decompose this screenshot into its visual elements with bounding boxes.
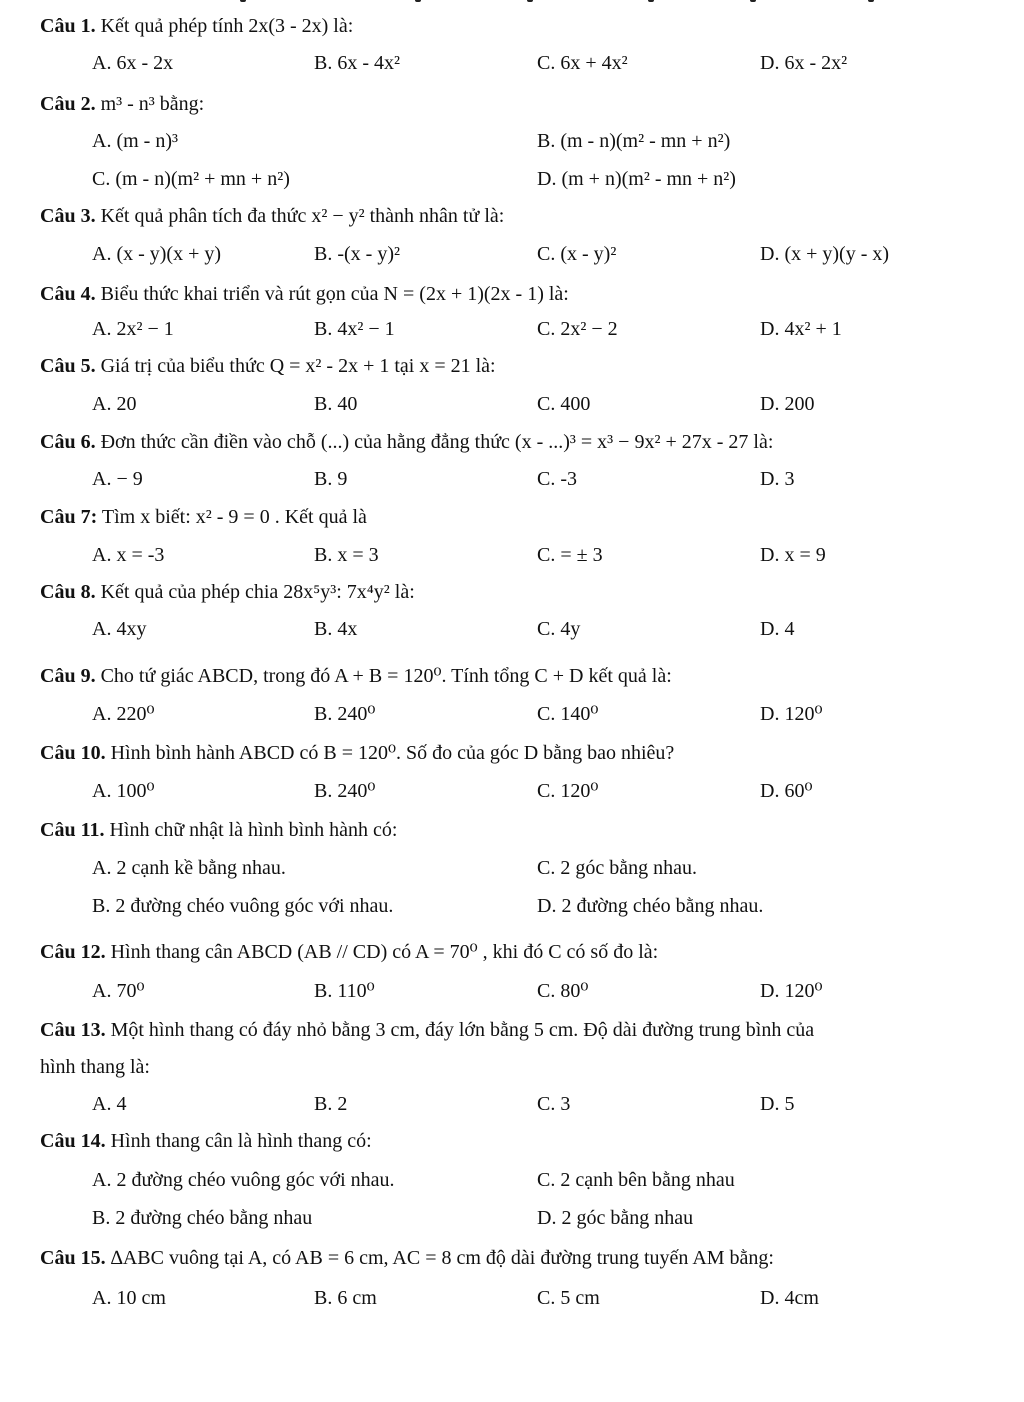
option-d[interactable]: D. 4cm	[760, 1287, 819, 1309]
question-1	[40, 14, 353, 38]
question-stem: Giá trị của biểu thức Q = x² - 2x + 1 tại x = 21 là:	[100, 355, 496, 377]
question-stem: ∆ABC vuông tại A, có AB = 6 cm, AC = 8 cm độ dài đường trung tuyến AM bằng:	[110, 1247, 774, 1269]
option-d[interactable]: D. 60⁰	[760, 780, 813, 802]
option-d[interactable]: D. 6x - 2x²	[760, 52, 848, 74]
option-a[interactable]: A. (m - n)³	[92, 130, 178, 152]
question-label: Câu 1.	[40, 15, 96, 37]
question-label: Câu 14.	[40, 1130, 106, 1152]
option-c[interactable]: C. 2 góc bằng nhau.	[537, 857, 697, 879]
question-9	[40, 664, 672, 688]
question-stem: Cho tứ giác ABCD, trong đó A + B = 120⁰. Tính tổng C + D kết quả là:	[100, 665, 672, 687]
option-a[interactable]: A. 2 cạnh kề bằng nhau.	[92, 857, 286, 879]
question-label: Câu 12.	[40, 941, 106, 963]
question-label: Câu 5.	[40, 355, 96, 377]
option-d[interactable]: D. 4x² + 1	[760, 318, 842, 340]
option-b[interactable]: B. 9	[314, 468, 348, 490]
question-7	[40, 505, 367, 529]
option-b[interactable]: B. 4x	[314, 618, 358, 640]
options-row	[0, 702, 1024, 726]
question-3	[40, 204, 504, 228]
option-b[interactable]: B. 4x² − 1	[314, 318, 395, 340]
option-a[interactable]: A. 2 đường chéo vuông góc với nhau.	[92, 1169, 395, 1191]
options-row	[0, 1206, 1024, 1230]
option-b[interactable]: B. 240⁰	[314, 703, 376, 725]
option-a[interactable]: A. 100⁰	[92, 780, 155, 802]
options-row	[0, 51, 1024, 75]
question-label: Câu 6.	[40, 431, 96, 453]
option-a[interactable]: A. 220⁰	[92, 703, 155, 725]
question-stem: Đơn thức cần điền vào chỗ (...) của hằng đẳng thức (x - ...)³ = x³ − 9x² + 27x - 27 là:	[100, 431, 774, 453]
option-d[interactable]: D. 120⁰	[760, 980, 823, 1002]
option-c[interactable]: C. (x - y)²	[537, 243, 617, 265]
options-row	[0, 1092, 1024, 1116]
option-b[interactable]: B. 2 đường chéo vuông góc với nhau.	[92, 895, 394, 917]
option-a[interactable]: A. 2x² − 1	[92, 318, 174, 340]
question-2	[40, 92, 204, 116]
question-label: Câu 8.	[40, 581, 96, 603]
question-stem: m³ - n³ bằng:	[100, 93, 205, 115]
option-c[interactable]: C. (m - n)(m² + mn + n²)	[92, 168, 290, 190]
option-b[interactable]: B. 40	[314, 393, 358, 415]
option-c[interactable]: C. 4y	[537, 618, 581, 640]
options-row	[0, 129, 1024, 153]
option-b[interactable]: B. 6x - 4x²	[314, 52, 400, 74]
question-stem: Kết quả phân tích đa thức x² − y² thành nhân tử là:	[100, 205, 505, 227]
option-a[interactable]: A. 10 cm	[92, 1287, 166, 1309]
question-stem-continued: hình thang là:	[40, 1056, 150, 1078]
question-label: Câu 2.	[40, 93, 96, 115]
option-b[interactable]: B. 110⁰	[314, 980, 375, 1002]
question-14	[40, 1129, 372, 1153]
question-10	[40, 741, 674, 765]
question-stem: Biểu thức khai triển và rút gọn của N = (2x + 1)(2x - 1) là:	[100, 283, 569, 305]
option-c[interactable]: C. = ± 3	[537, 544, 603, 566]
option-c[interactable]: C. 400	[537, 393, 591, 415]
question-stem: Một hình thang có đáy nhỏ bằng 3 cm, đáy lớn bằng 5 cm. Độ dài đường trung bình của	[110, 1019, 815, 1041]
option-d[interactable]: D. 2 đường chéo bằng nhau.	[537, 895, 764, 917]
options-row	[0, 392, 1024, 416]
options-row	[0, 894, 1024, 918]
option-d[interactable]: D. (m + n)(m² - mn + n²)	[537, 168, 736, 190]
question-label: Câu 11.	[40, 819, 105, 841]
question-label: Câu 13.	[40, 1019, 106, 1041]
question-label: Câu 7:	[40, 506, 98, 528]
option-c[interactable]: C. 2 cạnh bên bằng nhau	[537, 1169, 735, 1191]
option-c[interactable]: C. 120⁰	[537, 780, 599, 802]
options-row	[0, 1168, 1024, 1192]
question-6	[40, 430, 773, 454]
option-a[interactable]: A. − 9	[92, 468, 143, 490]
question-stem: Kết quả phép tính 2x(3 - 2x) là:	[100, 15, 354, 37]
option-a[interactable]: A. (x - y)(x + y)	[92, 243, 222, 265]
option-c[interactable]: C. -3	[537, 468, 577, 490]
option-b[interactable]: B. 2 đường chéo bằng nhau	[92, 1207, 313, 1229]
option-b[interactable]: B. 2	[314, 1093, 348, 1115]
options-row	[0, 979, 1024, 1003]
option-d[interactable]: D. 200	[760, 393, 815, 415]
option-d[interactable]: D. 4	[760, 618, 795, 640]
option-c[interactable]: C. 80⁰	[537, 980, 589, 1002]
option-a[interactable]: A. 70⁰	[92, 980, 145, 1002]
option-d[interactable]: D. 3	[760, 468, 795, 490]
question-11	[40, 818, 397, 842]
options-row	[0, 1286, 1024, 1310]
question-13-continued	[40, 1055, 150, 1079]
question-5	[40, 354, 496, 378]
option-d[interactable]: D. x = 9	[760, 544, 826, 566]
option-c[interactable]: C. 140⁰	[537, 703, 599, 725]
option-a[interactable]: A. x = -3	[92, 544, 165, 566]
question-stem: Hình thang cân ABCD (AB // CD) có A = 70⁰ , khi đó C có số đo là:	[110, 941, 659, 963]
options-row	[0, 167, 1024, 191]
option-a[interactable]: A. 6x - 2x	[92, 52, 174, 74]
question-stem: Kết quả của phép chia 28x⁵y³: 7x⁴y² là:	[100, 581, 415, 603]
options-row	[0, 242, 1024, 266]
options-row	[0, 317, 1024, 341]
question-8	[40, 580, 415, 604]
option-d[interactable]: D. 2 góc bằng nhau	[537, 1207, 694, 1229]
question-stem: Tìm x biết: x² - 9 = 0 . Kết quả là	[101, 506, 367, 528]
question-label: Câu 15.	[40, 1247, 106, 1269]
question-label: Câu 9.	[40, 665, 96, 687]
options-row	[0, 467, 1024, 491]
option-d[interactable]: D. 5	[760, 1093, 795, 1115]
option-d[interactable]: D. (x + y)(y - x)	[760, 243, 890, 265]
option-c[interactable]: C. 6x + 4x²	[537, 52, 628, 74]
question-label: Câu 10.	[40, 742, 106, 764]
option-a[interactable]: A. 4xy	[92, 618, 147, 640]
question-label: Câu 3.	[40, 205, 96, 227]
option-c[interactable]: C. 3	[537, 1093, 571, 1115]
question-13	[40, 1018, 814, 1042]
option-c[interactable]: C. 5 cm	[537, 1287, 600, 1309]
options-row	[0, 543, 1024, 567]
option-b[interactable]: B. -(x - y)²	[314, 243, 400, 265]
option-d[interactable]: D. 120⁰	[760, 703, 823, 725]
options-row	[0, 856, 1024, 880]
question-15	[40, 1246, 774, 1270]
option-b[interactable]: B. x = 3	[314, 544, 379, 566]
option-a[interactable]: A. 20	[92, 393, 137, 415]
question-stem: Hình bình hành ABCD có B = 120⁰. Số đo của góc D bằng bao nhiêu?	[110, 742, 675, 764]
options-row	[0, 779, 1024, 803]
question-stem: Hình chữ nhật là hình bình hành có:	[109, 819, 398, 841]
question-label: Câu 4.	[40, 283, 96, 305]
option-a[interactable]: A. 4	[92, 1093, 127, 1115]
option-b[interactable]: B. 240⁰	[314, 780, 376, 802]
cut-off-previous-line	[0, 0, 1024, 5]
option-b[interactable]: B. 6 cm	[314, 1287, 377, 1309]
option-c[interactable]: C. 2x² − 2	[537, 318, 618, 340]
option-b[interactable]: B. (m - n)(m² - mn + n²)	[537, 130, 731, 152]
question-12	[40, 940, 658, 964]
question-4	[40, 282, 569, 306]
options-row	[0, 617, 1024, 641]
question-stem: Hình thang cân là hình thang có:	[110, 1130, 372, 1152]
